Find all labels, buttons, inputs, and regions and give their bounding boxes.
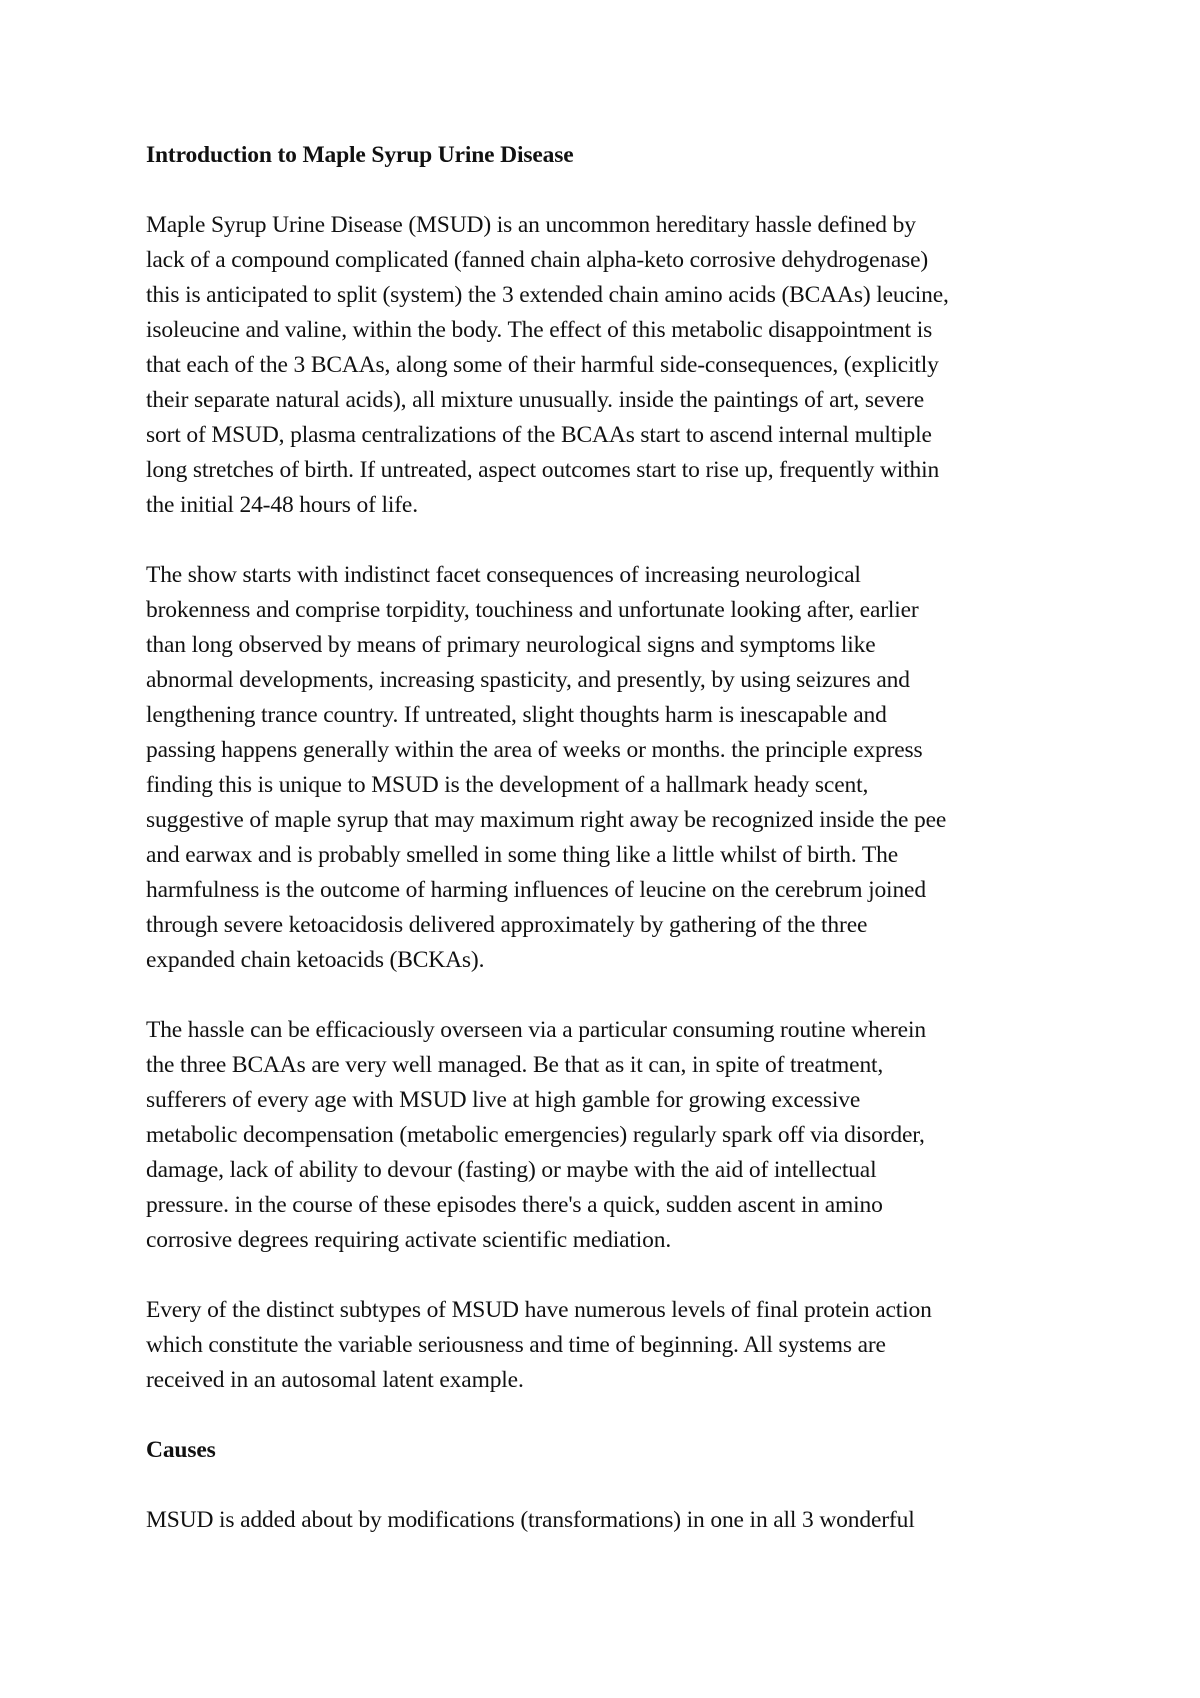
- text-line: sufferers of every age with MSUD live at high gamble for growing excessive: [146, 1087, 861, 1113]
- paragraph-causes: [146, 1503, 1076, 1538]
- text-line: received in an autosomal latent example.: [146, 1367, 524, 1393]
- heading-causes: Causes: [146, 1437, 216, 1463]
- text-line: pressure. in the course of these episodes there's a quick, sudden ascent in amino: [146, 1192, 883, 1218]
- text-line: corrosive degrees requiring activate scientific mediation.: [146, 1227, 672, 1253]
- paragraph-gap: [146, 1258, 1076, 1293]
- text-line: damage, lack of ability to devour (fasting) or maybe with the aid of intellectual: [146, 1157, 877, 1183]
- paragraph-gap: [146, 1398, 1076, 1433]
- text-line: isoleucine and valine, within the body. The effect of this metabolic disappointment is: [146, 317, 933, 343]
- paragraph-symptoms: [146, 558, 1076, 978]
- text-line: Every of the distinct subtypes of MSUD have numerous levels of final protein action: [146, 1297, 932, 1323]
- text-line: metabolic decompensation (metabolic emergencies) regularly spark off via disorder,: [146, 1122, 925, 1148]
- text-line: abnormal developments, increasing spasticity, and presently, by using seizures and: [146, 667, 910, 693]
- paragraph-treatment: [146, 1013, 1076, 1258]
- text-line: the three BCAAs are very well managed. Be that as it can, in spite of treatment,: [146, 1052, 884, 1078]
- text-line: the initial 24-48 hours of life.: [146, 492, 418, 518]
- text-line: MSUD is added about by modifications (transformations) in one in all 3 wonderful: [146, 1507, 915, 1533]
- text-line: sort of MSUD, plasma centralizations of the BCAAs start to ascend internal multiple: [146, 422, 932, 448]
- text-line: brokenness and comprise torpidity, touchiness and unfortunate looking after, earlier: [146, 597, 919, 623]
- text-line: Maple Syrup Urine Disease (MSUD) is an uncommon hereditary hassle defined by: [146, 212, 916, 238]
- text-line: The show starts with indistinct facet consequences of increasing neurological: [146, 562, 861, 588]
- text-line: than long observed by means of primary neurological signs and symptoms like: [146, 632, 876, 658]
- text-line: this is anticipated to split (system) the 3 extended chain amino acids (BCAAs) leucine,: [146, 282, 949, 308]
- text-line: passing happens generally within the area of weeks or months. the principle express: [146, 737, 923, 763]
- text-line: The hassle can be efficaciously overseen via a particular consuming routine wherein: [146, 1017, 926, 1043]
- heading-introduction: Introduction to Maple Syrup Urine Disease: [146, 142, 574, 168]
- text-line: that each of the 3 BCAAs, along some of their harmful side-consequences, (explicitly: [146, 352, 939, 378]
- text-line: finding this is unique to MSUD is the development of a hallmark heady scent,: [146, 772, 869, 798]
- text-line: long stretches of birth. If untreated, aspect outcomes start to rise up, frequently within: [146, 457, 940, 483]
- paragraph-gap: [146, 173, 1076, 208]
- paragraph-gap: [146, 523, 1076, 558]
- paragraph-subtypes: [146, 1293, 1076, 1398]
- text-line: their separate natural acids), all mixture unusually. inside the paintings of art, severe: [146, 387, 924, 413]
- text-line: suggestive of maple syrup that may maximum right away be recognized inside the pee: [146, 807, 947, 833]
- paragraph-gap: [146, 1468, 1076, 1503]
- paragraph-gap: [146, 978, 1076, 1013]
- text-line: harmfulness is the outcome of harming influences of leucine on the cerebrum joined: [146, 877, 926, 903]
- text-line: through severe ketoacidosis delivered approximately by gathering of the three: [146, 912, 868, 938]
- text-line: which constitute the variable seriousness and time of beginning. All systems are: [146, 1332, 886, 1358]
- text-line: expanded chain ketoacids (BCKAs).: [146, 947, 485, 973]
- text-line: lengthening trance country. If untreated, slight thoughts harm is inescapable and: [146, 702, 887, 728]
- document-body: [146, 138, 1076, 1538]
- paragraph-intro: [146, 208, 1076, 523]
- text-line: lack of a compound complicated (fanned chain alpha-keto corrosive dehydrogenase): [146, 247, 929, 273]
- text-line: and earwax and is probably smelled in some thing like a little whilst of birth. The: [146, 842, 899, 868]
